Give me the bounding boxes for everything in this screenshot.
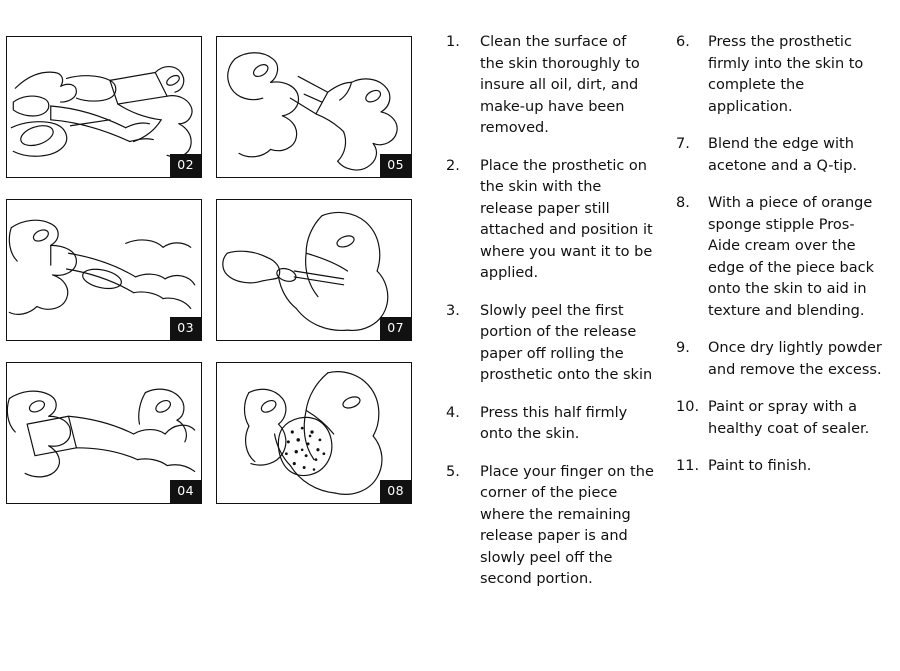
- steps-list-left: [446, 32, 654, 591]
- list-item: [676, 32, 884, 118]
- figure-08: [216, 362, 412, 504]
- figure-label: 08: [380, 480, 411, 504]
- steps-list-right: [676, 32, 884, 478]
- step-text: Paint or spray with a healthy coat of sealer.: [708, 399, 870, 437]
- figure-03: [6, 199, 202, 341]
- step-number: 7.: [676, 136, 690, 152]
- step-number: 10.: [676, 399, 700, 415]
- figure-label: 03: [170, 317, 201, 341]
- list-item: [446, 403, 654, 446]
- step-text: Once dry lightly powder and remove the excess.: [708, 340, 882, 378]
- step-number: 1.: [446, 34, 460, 50]
- step-number: 5.: [446, 463, 460, 480]
- step-text: Place your finger on the corner of the piece where the remaining release paper is and slowly peel off the second portion.: [480, 463, 654, 587]
- instructions-panel: [418, 0, 900, 671]
- step-text: Press this half firmly onto the skin.: [480, 404, 628, 442]
- figure-04: [6, 362, 202, 504]
- figure-05: [216, 36, 412, 178]
- step-text: Blend the edge with acetone and a Q-tip.: [708, 136, 858, 174]
- step-number: 2.: [446, 157, 460, 174]
- list-item: [676, 397, 884, 440]
- figure-label: 05: [380, 154, 411, 178]
- list-item: [676, 134, 884, 177]
- figure-grid: [0, 0, 418, 671]
- instructions-column-left: [446, 32, 654, 671]
- figure-07: [216, 199, 412, 341]
- figure-label: 07: [380, 317, 411, 341]
- list-item: [446, 32, 654, 140]
- step-number: 3.: [446, 302, 460, 319]
- figure-label: 04: [170, 480, 201, 504]
- step-number: 9.: [676, 340, 690, 356]
- step-number: 4.: [446, 404, 460, 421]
- step-number: 8.: [676, 195, 690, 211]
- step-text: Slowly peel the first portion of the release paper off rolling the prosthetic onto the skin: [480, 302, 653, 383]
- figure-02: [6, 36, 202, 178]
- step-number: 11.: [676, 458, 700, 474]
- list-item: [446, 462, 654, 591]
- list-item: [676, 338, 884, 381]
- step-text: With a piece of orange sponge stipple Pros-Aide cream over the edge of the piece back onto the skin to aid in texture and blending.: [708, 195, 874, 319]
- instructions-column-right: [676, 32, 884, 671]
- list-item: [676, 456, 884, 478]
- figure-label: 02: [170, 154, 201, 178]
- step-text: Paint to finish.: [708, 458, 812, 474]
- step-text: Press the prosthetic firmly into the skin to complete the application.: [708, 34, 864, 115]
- step-number: 6.: [676, 34, 690, 50]
- list-item: [446, 156, 654, 285]
- list-item: [676, 193, 884, 322]
- step-text: Clean the surface of the skin thoroughly to insure all oil, dirt, and make-up have been removed.: [480, 34, 640, 136]
- list-item: [446, 301, 654, 387]
- step-text: Place the prosthetic on the skin with the release paper still attached and position it where you want it to be applied.: [480, 157, 653, 281]
